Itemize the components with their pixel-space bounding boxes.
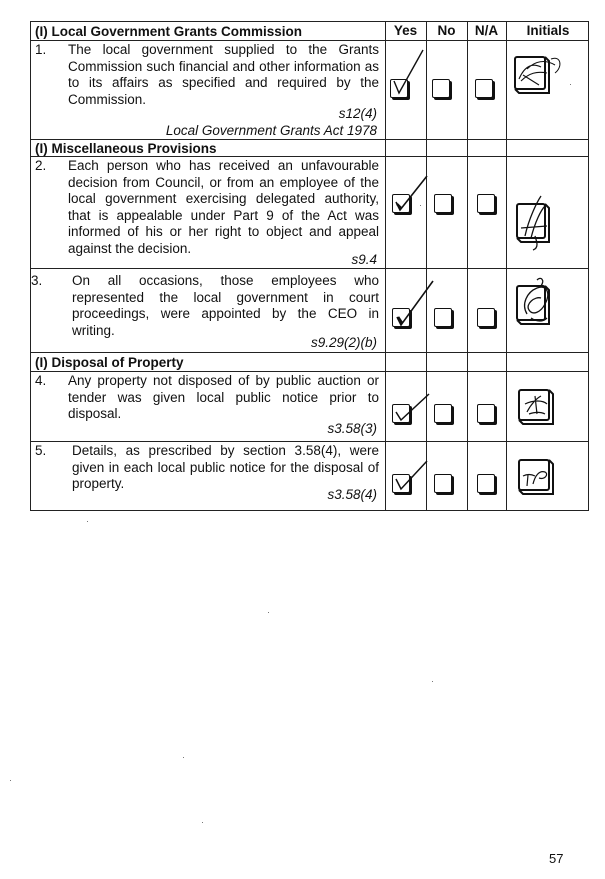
item-number: 4. bbox=[35, 373, 47, 388]
initials-signature-icon bbox=[515, 456, 565, 500]
scan-speck bbox=[202, 822, 203, 823]
row-divider bbox=[31, 40, 588, 41]
item-text: Details, as prescribed by section 3.58(4), were given in each local public notice for the disposal of property. bbox=[72, 443, 379, 491]
column-divider bbox=[467, 22, 468, 510]
column-header-initials: Initials bbox=[526, 23, 570, 38]
scan-speck bbox=[183, 757, 184, 758]
column-divider bbox=[385, 22, 386, 510]
item-text: Each person who has received an unfavourable decision from Council, or from an employee of the local government exercising delegated authority, that is appealable under Part 9 of the Act was informed of his or her right to object and appeal against the decision. bbox=[68, 158, 379, 256]
scan-speck bbox=[420, 205, 421, 206]
row-divider bbox=[31, 371, 588, 372]
item-text: On all occasions, those employees who represented the local government in court proceedings, were appointed by the CEO in writing. bbox=[72, 273, 379, 338]
initials-signature-icon bbox=[511, 192, 573, 254]
item-reference: s9.4 bbox=[351, 252, 377, 267]
item-number: 3. bbox=[31, 273, 43, 288]
column-header-no: No bbox=[437, 23, 456, 38]
section-title-misc-provisions: (I) Miscellaneous Provisions bbox=[35, 141, 217, 156]
scan-speck bbox=[87, 521, 88, 522]
section-title-grants-commission: (I) Local Government Grants Commission bbox=[35, 24, 303, 39]
section-title-disposal-of-property: (I) Disposal of Property bbox=[35, 355, 184, 370]
initials-signature-icon bbox=[511, 51, 573, 101]
no-checkbox[interactable] bbox=[434, 404, 452, 423]
na-checkbox[interactable] bbox=[477, 474, 495, 493]
column-header-na: N/A bbox=[474, 23, 499, 38]
column-header-yes: Yes bbox=[393, 23, 418, 38]
page-number: 57 bbox=[549, 851, 564, 866]
item-text: The local government supplied to the Grants Commission such financial and other information as to its affairs as specified and required by the Commission. bbox=[68, 42, 379, 107]
compliance-checklist-table bbox=[30, 21, 589, 511]
item-reference: s3.58(4) bbox=[327, 487, 377, 502]
row-divider bbox=[31, 352, 588, 353]
item-number: 5. bbox=[35, 443, 47, 458]
item-reference: s3.58(3) bbox=[327, 421, 377, 436]
na-checkbox[interactable] bbox=[477, 194, 495, 213]
item-reference-act: Local Government Grants Act 1978 bbox=[165, 123, 377, 138]
item-reference: s12(4) bbox=[338, 106, 377, 121]
item-text: Any property not disposed of by public auction or tender was given local public notice prior to disposal. bbox=[68, 373, 379, 421]
no-checkbox[interactable] bbox=[434, 308, 452, 327]
checkmark-icon bbox=[391, 279, 435, 329]
initials-signature-icon bbox=[515, 384, 565, 430]
item-number: 1. bbox=[35, 42, 47, 57]
scan-speck bbox=[570, 84, 571, 85]
initials-signature-icon bbox=[511, 274, 573, 334]
checkmark-icon bbox=[391, 390, 433, 424]
row-divider bbox=[31, 268, 588, 269]
checkmark-icon bbox=[391, 459, 433, 493]
row-divider bbox=[31, 441, 588, 442]
na-checkbox[interactable] bbox=[477, 404, 495, 423]
scan-speck bbox=[432, 681, 433, 682]
scan-speck bbox=[10, 780, 11, 781]
checkmark-icon bbox=[391, 172, 431, 214]
column-divider bbox=[506, 22, 507, 510]
na-checkbox[interactable] bbox=[477, 308, 495, 327]
item-reference: s9.29(2)(b) bbox=[310, 335, 377, 350]
na-checkbox[interactable] bbox=[475, 79, 493, 98]
checkmark-icon bbox=[389, 47, 429, 99]
no-checkbox[interactable] bbox=[434, 474, 452, 493]
scan-speck bbox=[268, 612, 269, 613]
item-number: 2. bbox=[35, 158, 47, 173]
no-checkbox[interactable] bbox=[432, 79, 450, 98]
no-checkbox[interactable] bbox=[434, 194, 452, 213]
